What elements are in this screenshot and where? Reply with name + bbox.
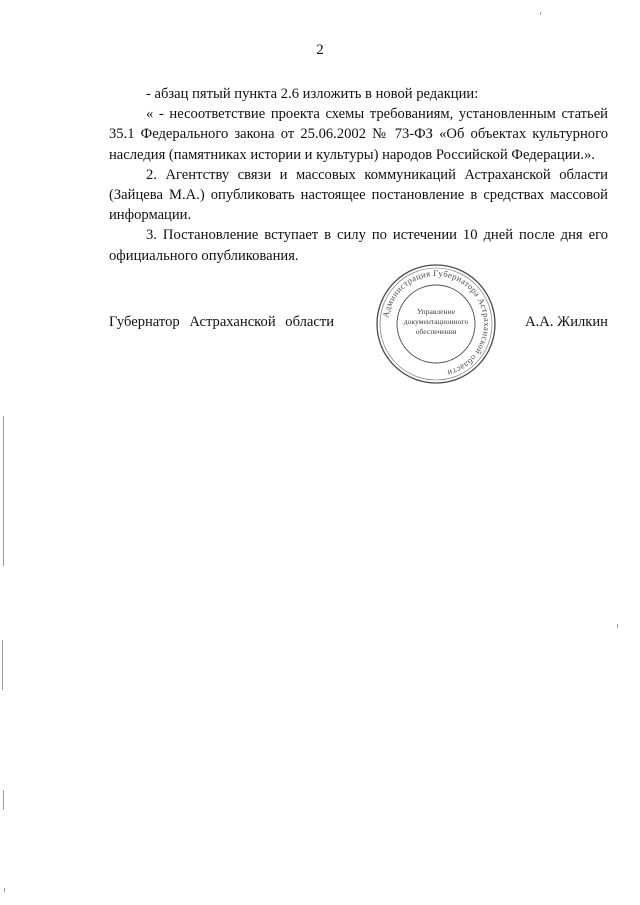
- paragraph-amendment-text: « - несоответствие проекта схемы требованиям, установленным статьей 35.1 Федерального закона от 25.06.2002 № 73-ФЗ «Об объектах культурного наследия (памятниках истории и культуры) народов Российской Федерации.».: [109, 106, 608, 163]
- paragraph-amendment-intro: - абзац пятый пункта 2.6 изложить в новой редакции:: [146, 86, 479, 102]
- scan-edge-mark: [3, 416, 4, 566]
- paragraph-item-2: 2. Агентству связи и массовых коммуникаций Астраханской области (Зайцева М.А.) опубликовать настоящее постановление в средствах массовой информации.: [109, 166, 608, 224]
- seal-graphic: [374, 262, 498, 386]
- page-number: 2: [316, 42, 324, 58]
- document-body: [109, 84, 608, 266]
- scan-edge-mark: [3, 790, 4, 810]
- signatory-name: А.А. Жилкин: [525, 314, 608, 330]
- scan-speck: [540, 12, 541, 15]
- signature-block: [109, 312, 608, 334]
- scan-speck: [617, 624, 618, 628]
- seal-ring-text: Администрация Губернатора Астраханской области: [380, 267, 493, 379]
- official-seal-stamp: [374, 262, 498, 386]
- signatory-position: Губернатор Астраханской области: [109, 314, 335, 330]
- seal-center-line-1: Управление: [416, 307, 456, 316]
- scan-edge-mark: [4, 888, 5, 892]
- scan-edge-mark: [2, 640, 3, 690]
- paragraph-item-3: 3. Постановление вступает в силу по истечении 10 дней после дня его официального опубликования.: [109, 227, 608, 264]
- seal-center-line-2: документационного: [403, 317, 469, 326]
- seal-center-line-3: обеспечения: [415, 327, 457, 336]
